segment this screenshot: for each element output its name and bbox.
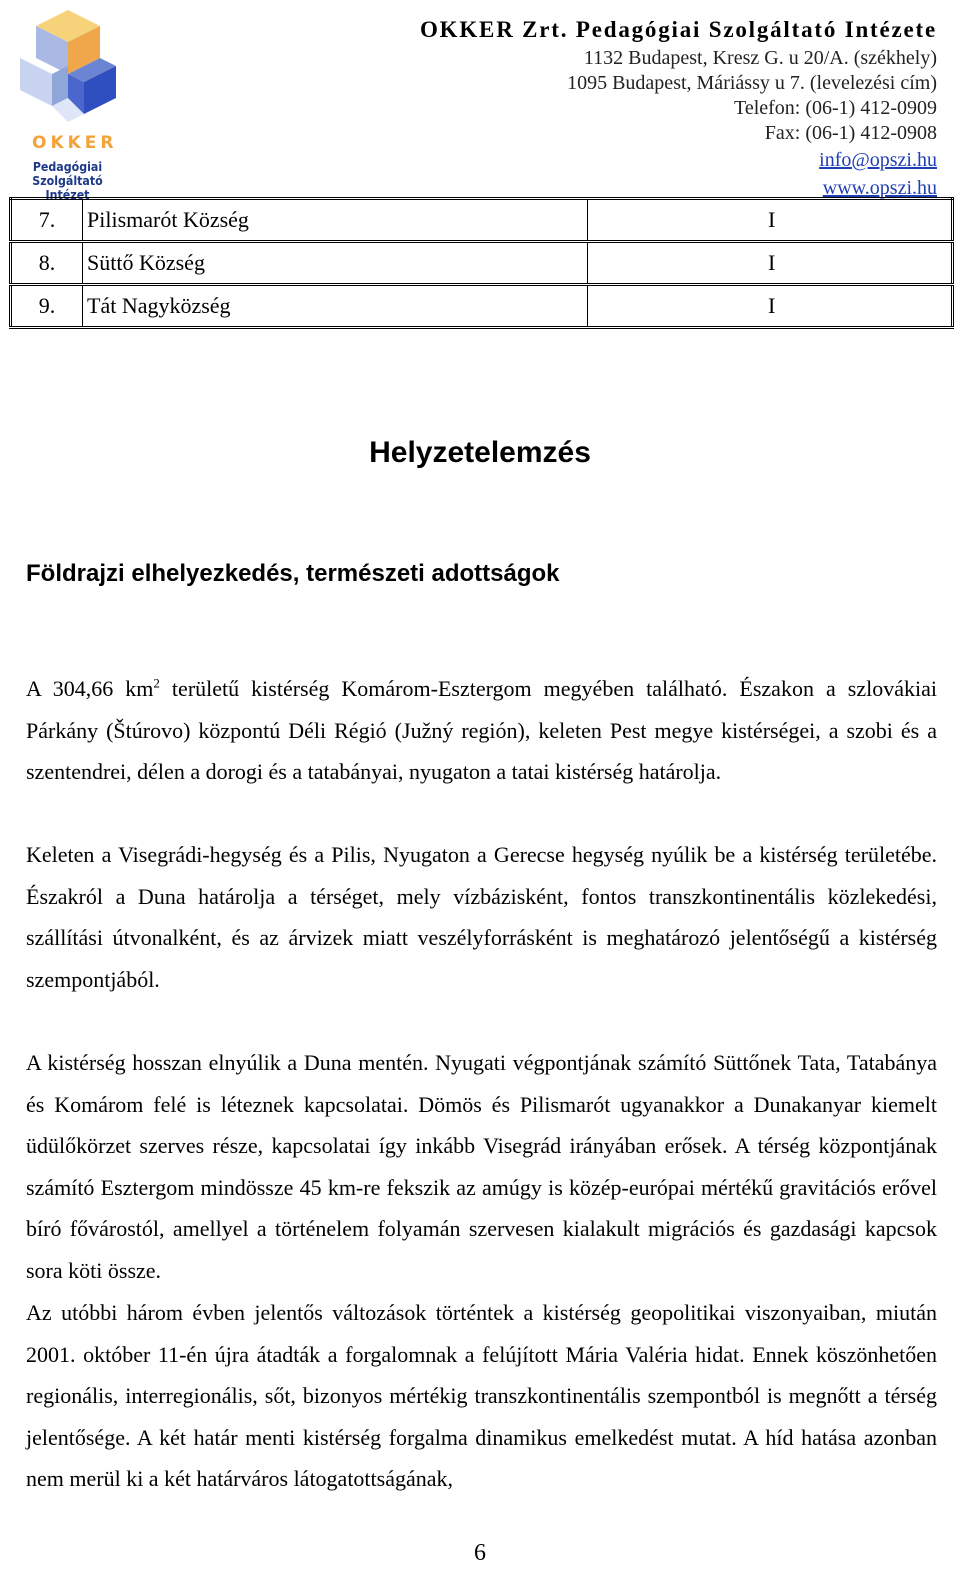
paragraph-1-start: A 304,66 km — [26, 676, 154, 701]
company-info — [420, 14, 937, 202]
company-name: OKKER Zrt. Pedagógiai Szolgáltató Intézete — [419, 17, 937, 42]
page-number: 6 — [474, 1540, 486, 1566]
logo-subtitle-line1: Pedagógiai — [32, 160, 103, 174]
logo-name: OKKER — [32, 133, 118, 153]
paragraph-2: Keleten a Visegrádi-hegység és a Pilis, Nyugaton a Gerecse hegység nyúlik be a kistérség területébe. Északról a Duna határolja a térséget, mely vízbázisként, fontos transzkontinentális közlekedési, szállítási útvonalként, és az árvizek miatt veszélyforrásként is meghatározó jelentőségű a kistérség szempontjából. — [26, 842, 937, 992]
superscript: 2 — [153, 675, 160, 691]
cube-logo-icon — [18, 8, 118, 126]
municipality-name: Süttő Község — [83, 242, 588, 285]
phone: Telefon: (06-1) 412-0909 — [734, 97, 937, 119]
category: I — [588, 242, 953, 285]
address-mail: 1095 Budapest, Máriássy u 7. (levelezési cím) — [567, 72, 937, 94]
logo-subtitle-line2: Szolgáltató Intézet — [32, 174, 103, 202]
email-link[interactable]: info@opszi.hu — [819, 149, 937, 171]
page-title: Helyzetelemzés — [369, 436, 591, 469]
paragraph-4: Az utóbbi három évben jelentős változások történtek a kistérség geopolitikai viszonyaiban, miután 2001. október 11-én újra átadták a forgalomnak a felújított Mária Valéria hidat. Ennek köszönhetően regionális, interregionális, sőt, bizonyos mértékig transzkontinentális szempontból is megnőtt a térség jelentősége. A két határ menti kistérség forgalma dinamikus emelkedést mutat. A híd hatása azonban nem merül ki a két határváros látogatottságának, — [26, 1300, 937, 1492]
municipality-name: Tát Nagyközség — [83, 285, 588, 328]
category: I — [588, 285, 953, 328]
municipality-table — [9, 197, 954, 329]
table-row — [11, 242, 953, 285]
okker-logo — [10, 8, 125, 202]
paragraph-1 — [26, 668, 937, 793]
category: I — [588, 199, 953, 242]
row-number: 7. — [11, 199, 83, 242]
address-seat: 1132 Budapest, Kresz G. u 20/A. (székhely) — [583, 47, 937, 69]
paragraph-1-rest: területű kistérség Komárom-Esztergom megyében található. Északon a szlovákiai Párkány (Štúrovo) központú Déli Régió (Južný región), keleten Pest megye kistérségei, a szobi és a szentendrei, délen a dorogi és a tatabányai, nyugaton a tatai kistérség határolja. — [26, 676, 937, 785]
website-link[interactable]: www.opszi.hu — [822, 177, 937, 199]
paragraph-3: A kistérség hosszan elnyúlik a Duna mentén. Nyugati végpontjának számító Süttőnek Tata, Tatabánya és Komárom felé is léteznek kapcsolatai. Dömös és Pilismarót ugyanakkor a Dunakanyar kiemelt üdülőkörzet szerves része, kapcsolatai így inkább Visegrád irányában erősek. A térség központjának számító Esztergom mindössze 45 km-re fekszik az amúgy is közép-európai mértékű gravitációs erővel bíró fővárostól, amellyel a történelem folyamán szervesen kialakult migrációs és gazdasági kapcsok sora köti össze. — [26, 1050, 937, 1283]
table-row — [11, 285, 953, 328]
municipality-name: Pilismarót Község — [83, 199, 588, 242]
table-row — [11, 199, 953, 242]
row-number: 8. — [11, 242, 83, 285]
row-number: 9. — [11, 285, 83, 328]
fax: Fax: (06-1) 412-0908 — [764, 122, 937, 144]
section-heading: Földrajzi elhelyezkedés, természeti adottságok — [26, 560, 560, 587]
